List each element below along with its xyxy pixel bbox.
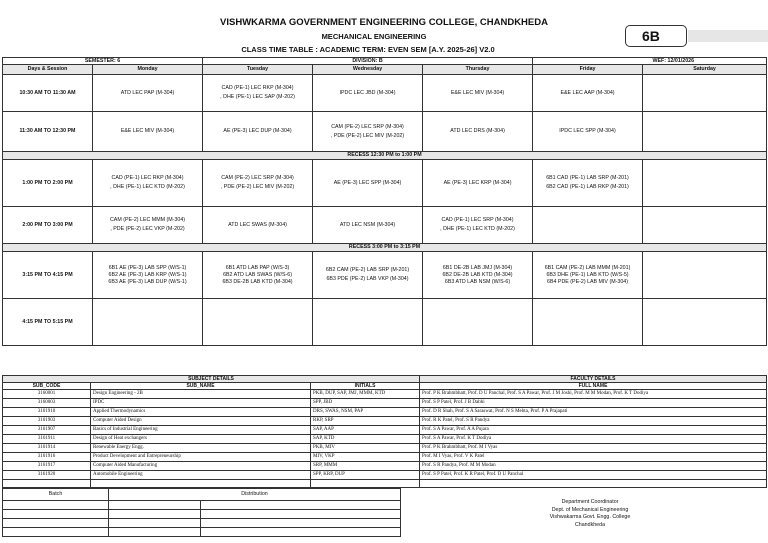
sub-code: 3161907	[3, 426, 91, 435]
session-entry: 6B1 AE (PE-3) LAB SPP (W/S-1)	[108, 264, 187, 271]
subject-row	[3, 390, 767, 399]
session-entry: CAM (PE-2) LEC MMM (M-304)	[109, 217, 186, 223]
slot-time: 11:30 AM TO 12:30 PM	[3, 112, 93, 152]
cell-wednesday	[313, 112, 423, 152]
cell-monday	[93, 160, 203, 207]
session-entry: 6B3 PDE (PE-2) LAB VKP (M-304)	[326, 276, 409, 283]
sub-code: 3161910	[3, 408, 91, 417]
subject-row	[3, 453, 767, 462]
sub-name: Basics of Industrial Engineering	[91, 426, 311, 435]
subject-row	[3, 408, 767, 417]
cell-monday	[93, 112, 203, 152]
sub-code: 3160001	[3, 390, 91, 399]
slot-row	[3, 299, 767, 346]
batch-cell	[201, 510, 401, 519]
session-entry: , PDE (PE-2) LEC VKP (M-202)	[110, 226, 185, 233]
initials: SPP, JBD	[311, 399, 420, 408]
details-header-row	[3, 383, 767, 390]
session-entry: CAD (PE-1) LEC SRP (M-304)	[441, 217, 514, 223]
cell-wednesday	[313, 207, 423, 244]
batch-cell	[109, 528, 201, 537]
batch-distribution-table	[2, 488, 401, 537]
session-entry: IPDC LEC JBD (M-304)	[339, 89, 396, 96]
timetable-title: CLASS TIME TABLE : ACADEMIC TERM: EVEN SEM [A.Y. 2025-26] V2.0	[241, 45, 495, 54]
col-header-tuesday: Tuesday	[203, 65, 313, 75]
cell-friday	[533, 75, 643, 112]
initials: PKB, MIV	[311, 444, 420, 453]
col-header-saturday: Saturday	[643, 65, 767, 75]
session-entry: , DHE (PE-1) LEC KTD (M-202)	[110, 184, 185, 191]
cell-thursday	[423, 160, 533, 207]
session-entry: 6B3 AE (PE-3) LAB DUP (W/S-1)	[108, 278, 187, 285]
sub-name: Computer Aided Manufacturing	[91, 462, 311, 471]
col-header-wednesday: Wednesday	[313, 65, 423, 75]
batch-row	[3, 528, 401, 537]
division-label: DIVISION: B	[203, 58, 533, 65]
subject-faculty-table	[2, 375, 767, 488]
initials: SRP, MMM	[311, 462, 420, 471]
session-entry: AE (PE-3) LEC KRP (M-304)	[443, 179, 512, 186]
session-entry: E&E LEC AAP (M-304)	[560, 89, 615, 96]
semester-label: SEMESTER: 6	[3, 58, 203, 65]
sub-name: Applied Thermodynamics	[91, 408, 311, 417]
cell-tuesday	[203, 207, 313, 244]
full-name: Prof. P K Brahmbhatt, Prof. M I Vyas	[420, 444, 767, 453]
empty-cell	[311, 480, 420, 488]
recess-label: RECESS 12:30 PM to 1:00 PM	[3, 152, 767, 160]
slot-time: 10:30 AM TO 11:30 AM	[3, 75, 93, 112]
full-name: Prof. P K Brahmbhatt, Prof. D U Panchal, Prof. S A Pawar, Prof. J M Joshi, Prof. M M Modan, Prof. K T Dodiya	[420, 390, 767, 399]
cell-friday	[533, 252, 643, 299]
cell-tuesday	[203, 299, 313, 346]
slot-time: 4:15 PM TO 5:15 PM	[3, 299, 93, 346]
sub-name-header: SUB_NAME	[91, 383, 311, 390]
cell-monday	[93, 207, 203, 244]
recess-label: RECESS 3:00 PM to 3:15 PM	[3, 244, 767, 252]
sub-name: Automobile Engineering	[91, 471, 311, 480]
batch-cell	[3, 528, 109, 537]
col-header-thursday: Thursday	[423, 65, 533, 75]
empty-cell	[420, 480, 767, 488]
full-name: Prof. S A Pawar, Prof. K T Dodiya	[420, 435, 767, 444]
session-entry: 6B2 CAM (PE-2) LAB SRP (M-201)	[325, 267, 410, 273]
initials: MIV, VKP	[311, 453, 420, 462]
session-entry: CAM (PE-2) LEC SRP (M-304)	[221, 175, 294, 181]
cell-saturday	[643, 299, 767, 346]
sub-code: 3161916	[3, 453, 91, 462]
full-name: Prof. S P Patel, Prof. K R Patel, Prof. D U Panchal	[420, 471, 767, 480]
batch-cell	[3, 510, 109, 519]
session-entry: 6B1 DE-2B LAB JMJ (M-304)	[442, 264, 513, 271]
batch-cell	[201, 528, 401, 537]
coordinator-college: Vishwakarma Govt. Engg. College	[549, 514, 631, 520]
subject-row	[3, 426, 767, 435]
cell-thursday	[423, 252, 533, 299]
batch-cell	[201, 519, 401, 528]
cell-thursday	[423, 112, 533, 152]
session-entry: AE (PE-3) LEC SPP (M-304)	[333, 179, 402, 186]
cell-saturday	[643, 112, 767, 152]
subject-row	[3, 462, 767, 471]
batch-row	[3, 501, 401, 510]
batch-cell	[3, 501, 109, 510]
session-entry: 6B3 DE-2B LAB KTD (M-304)	[222, 278, 293, 285]
session-entry: E&E LEC MIV (M-304)	[450, 89, 505, 96]
sub-name: IPDC	[91, 399, 311, 408]
details-caption-row	[3, 376, 767, 383]
timetable-grid	[2, 57, 767, 346]
slot-row	[3, 75, 767, 112]
info-row	[3, 58, 767, 65]
session-entry: ATD LEC SWAS (M-304)	[228, 221, 287, 228]
cell-wednesday	[313, 299, 423, 346]
cell-wednesday	[313, 75, 423, 112]
full-name: Prof. R K Patel, Prof. S R Pandya	[420, 417, 767, 426]
sub-code: 3161911	[3, 435, 91, 444]
sub-name: Design Engineering - 2B	[91, 390, 311, 399]
session-entry: , PDE (PE-2) LEC MIV (M-202)	[330, 132, 405, 139]
subject-rows	[3, 390, 767, 480]
cell-saturday	[643, 207, 767, 244]
batch-row	[3, 510, 401, 519]
sub-code-header: SUB_CODE	[3, 383, 91, 390]
cell-wednesday	[313, 160, 423, 207]
initials: PKB, DUP, SAP, JMJ, MMM, KTD	[311, 390, 420, 399]
session-entry: 6B1 ATD LAB PAP (W/S-3)	[225, 264, 290, 271]
session-entry: CAD (PE-1) LEC RKP (M-304)	[111, 175, 184, 181]
cell-tuesday	[203, 252, 313, 299]
initials: SAP, AAP	[311, 426, 420, 435]
slot-row	[3, 252, 767, 299]
batch-cell	[3, 519, 109, 528]
subject-details-caption: SUBJECT DETAILS	[3, 376, 420, 383]
cell-wednesday	[313, 252, 423, 299]
initials: RKP, SRP	[311, 417, 420, 426]
full-name: Prof. M I Vyas, Prof. V K Patel	[420, 453, 767, 462]
cell-tuesday	[203, 160, 313, 207]
sub-name: Product Development and Entrepreneurship	[91, 453, 311, 462]
sub-code: 3161903	[3, 417, 91, 426]
session-entry: 6B3 DHE (PE-1) LAB KTD (W/S-5)	[546, 271, 629, 278]
class-badge: 6B	[625, 25, 687, 47]
session-entry: 6B2 DE-2B LAB KTD (M-304)	[442, 271, 513, 278]
cell-monday	[93, 299, 203, 346]
initials: DRS, SWAS, NSM, PAP	[311, 408, 420, 417]
full-name: Prof. S A Pawar, Prof. A A Pujara	[420, 426, 767, 435]
distribution-header: Distribution	[109, 489, 401, 501]
batch-cell	[109, 501, 201, 510]
cell-friday	[533, 112, 643, 152]
cell-monday	[93, 75, 203, 112]
sub-code: 3161917	[3, 462, 91, 471]
faculty-details-caption: FACULTY DETAILS	[420, 376, 767, 383]
subject-row	[3, 399, 767, 408]
cell-friday	[533, 207, 643, 244]
subject-row	[3, 417, 767, 426]
session-entry: , DHE (PE-1) LEC SAP (M-202)	[220, 94, 295, 101]
sub-code: 3161920	[3, 471, 91, 480]
session-entry: 6B4 PDE (PE-2) LAB MIV (M-304)	[547, 278, 628, 285]
college-name: VISHWKARMA GOVERNMENT ENGINEERING COLLEGE, CHANDKHEDA	[220, 17, 548, 28]
slot-time: 1:00 PM TO 2:00 PM	[3, 160, 93, 207]
sub-name: Computer Aided Design	[91, 417, 311, 426]
empty-cell	[91, 480, 311, 488]
slot-row	[3, 112, 767, 152]
session-entry: 6B2 AE (PE-3) LAB KRP (W/S-1)	[108, 271, 187, 278]
session-entry: ATD LEC NSM (M-304)	[339, 221, 396, 228]
empty-row	[3, 480, 767, 488]
cell-friday	[533, 299, 643, 346]
cell-monday	[93, 252, 203, 299]
session-entry: , DHE (PE-1) LEC KTD (M-202)	[440, 226, 515, 233]
session-entry: 6B1 CAD (PE-1) LAB SRP (M-201)	[546, 175, 629, 181]
full-name: Prof. S R Pandya, Prof. M M Modan	[420, 462, 767, 471]
cell-tuesday	[203, 112, 313, 152]
sub-code: 3160003	[3, 399, 91, 408]
slot-row	[3, 160, 767, 207]
recess-row	[3, 152, 767, 160]
wef-label: WEF: 12/01/2026	[533, 58, 767, 65]
session-entry: 6B2 CAD (PE-1) LAB RKP (M-201)	[546, 184, 629, 191]
batch-row	[3, 519, 401, 528]
initials-header: INITIALS	[311, 383, 420, 390]
cell-friday	[533, 160, 643, 207]
badge-shade	[688, 30, 768, 42]
batch-cell	[201, 501, 401, 510]
sub-name: Design of Heat exchangers	[91, 435, 311, 444]
cell-saturday	[643, 252, 767, 299]
cell-thursday	[423, 299, 533, 346]
col-header-session: Days & Session	[3, 65, 93, 75]
coordinator-title: Department Coordinator	[561, 499, 619, 505]
batch-cell	[109, 510, 201, 519]
session-entry: 6B3 ATD LAB NSM (W/S-6)	[444, 278, 511, 285]
batch-cell	[109, 519, 201, 528]
col-header-monday: Monday	[93, 65, 203, 75]
cell-thursday	[423, 207, 533, 244]
cell-thursday	[423, 75, 533, 112]
session-entry: E&E LEC MIV (M-304)	[120, 128, 175, 135]
slot-time: 3:15 PM TO 4:15 PM	[3, 252, 93, 299]
subject-row	[3, 444, 767, 453]
session-entry: 6B2 ATD LAB SWAS (W/S-6)	[223, 271, 292, 278]
cell-tuesday	[203, 75, 313, 112]
slot-time: 2:00 PM TO 3:00 PM	[3, 207, 93, 244]
initials: SPP, KRP, DUP	[311, 471, 420, 480]
batch-header: Batch	[3, 489, 109, 501]
slot-row	[3, 207, 767, 244]
recess-row	[3, 244, 767, 252]
subject-row	[3, 471, 767, 480]
coordinator-dept: Dept. of Mechanical Engineering	[551, 506, 629, 513]
session-entry: ATD LEC DRS (M-304)	[450, 128, 505, 135]
full-name: Prof. S P Patel, Prof. J B Dabhi	[420, 399, 767, 408]
empty-cell	[3, 480, 91, 488]
day-header-row	[3, 65, 767, 75]
full-name: Prof. D R Shah, Prof. S A Saraswat, Prof. N S Mehta, Prof. P A Prajapati	[420, 408, 767, 417]
session-entry: CAM (PE-2) LEC SRP (M-304)	[331, 123, 404, 130]
sub-name: Renewable Energy Engg.	[91, 444, 311, 453]
session-entry: ATD LEC PAP (M-304)	[120, 89, 175, 96]
session-entry: CAD (PE-1) LEC RKP (M-304)	[221, 85, 294, 91]
full-name-header: FULL NAME	[420, 383, 767, 390]
session-entry: , PDE (PE-2) LEC MIV (M-202)	[220, 184, 295, 191]
session-entry: 6B1 CAM (PE-2) LAB MMM (M-201)	[544, 264, 631, 271]
coordinator-place: Chandkheda	[574, 521, 606, 528]
session-entry: IPDC LEC SPP (M-304)	[559, 128, 616, 135]
col-header-friday: Friday	[533, 65, 643, 75]
subject-row	[3, 435, 767, 444]
department-name: MECHANICAL ENGINEERING	[321, 32, 427, 41]
coordinator-signature-block	[520, 499, 660, 529]
cell-saturday	[643, 160, 767, 207]
initials: SAP, KTD	[311, 435, 420, 444]
batch-header-row	[3, 489, 401, 501]
sub-code: 3161914	[3, 444, 91, 453]
cell-saturday	[643, 75, 767, 112]
session-entry: AE (PE-3) LEC DUP (M-304)	[223, 128, 292, 135]
